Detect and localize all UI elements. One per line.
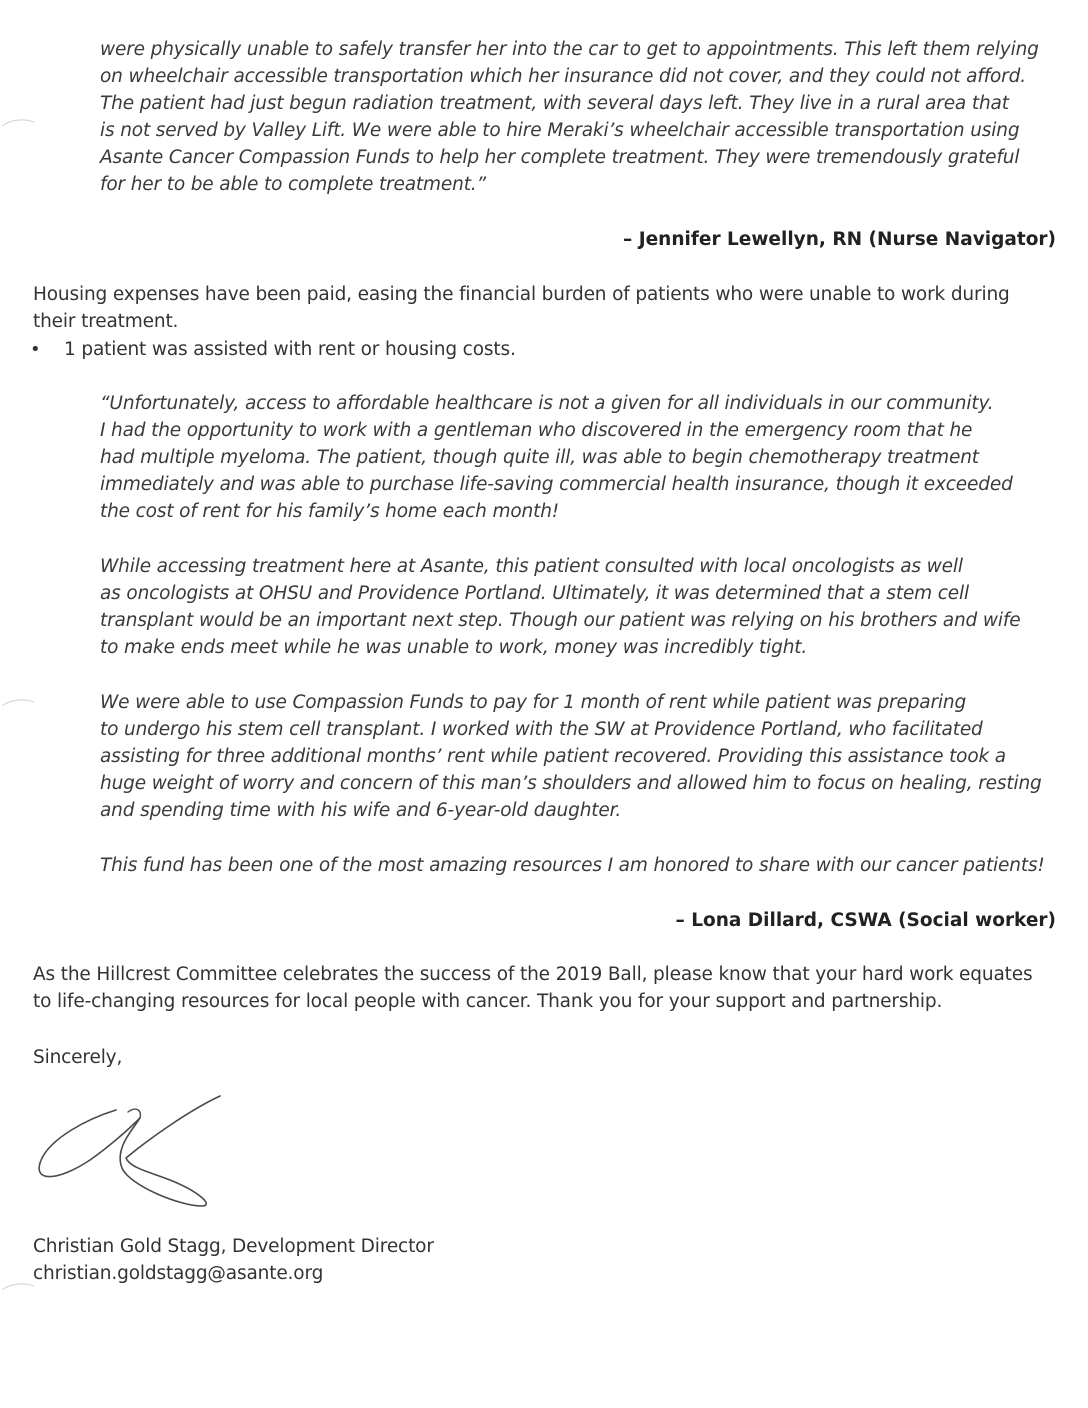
quote2-p3-line-3: assisting for three additional months’ rent while patient recovered. Providing this assistance took a xyxy=(100,746,1006,767)
quote1-line-2: on wheelchair accessible transportation which her insurance did not cover, and they could not afford. xyxy=(100,66,1026,87)
quote2-p1-line-3: had multiple myeloma. The patient, though quite ill, was able to begin chemotherapy treatment xyxy=(100,447,979,468)
attribution-jennifer-lewellyn: – Jennifer Lewellyn, RN (Nurse Navigator) xyxy=(623,229,1056,250)
attribution-lona-dillard: – Lona Dillard, CSWA (Social worker) xyxy=(675,910,1056,931)
quote2-p3-line-4: huge weight of worry and concern of this man’s shoulders and allowed him to focus on healing, resting xyxy=(100,773,1042,794)
housing-line-1: Housing expenses have been paid, easing the financial burden of patients who were unable to work during xyxy=(33,284,1010,305)
quote2-p2-line-2: as oncologists at OHSU and Providence Portland. Ultimately, it was determined that a stem cell xyxy=(100,583,970,604)
quote2-p2-line-3: transplant would be an important next step. Though our patient was relying on his brothers and wife xyxy=(100,610,1021,631)
quote1-line-4: is not served by Valley Lift. We were able to hire Meraki’s wheelchair accessible transportation using xyxy=(100,120,1020,141)
quote1-line-5: Asante Cancer Compassion Funds to help her complete treatment. They were tremendously grateful xyxy=(100,147,1020,168)
housing-line-2: their treatment. xyxy=(33,311,179,332)
quote1-line-6: for her to be able to complete treatment.” xyxy=(100,174,486,195)
quote2-p1-line-5: the cost of rent for his family’s home each month! xyxy=(100,501,560,522)
quote2-p2-line-4: to make ends meet while he was unable to work, money was incredibly tight. xyxy=(100,637,808,658)
quote2-p4-line-1: This fund has been one of the most amazing resources I am honored to share with our cancer patients! xyxy=(100,855,1045,876)
quote2-p3-line-5: and spending time with his wife and 6-year-old daughter. xyxy=(100,800,622,821)
scan-artifact-mark xyxy=(0,116,36,130)
quote2-p1-line-2: I had the opportunity to work with a gentleman who discovered in the emergency room that he xyxy=(100,420,973,441)
salutation: Sincerely, xyxy=(33,1047,123,1068)
closing-line-2: to life-changing resources for local people with cancer. Thank you for your support and partnership. xyxy=(33,991,943,1012)
quote2-p2-line-1: While accessing treatment here at Asante, this patient consulted with local oncologists as well xyxy=(100,556,963,577)
quote2-p1-line-4: immediately and was able to purchase life-saving commercial health insurance, though it exceeded xyxy=(100,474,1013,495)
quote2-p3-line-1: We were able to use Compassion Funds to pay for 1 month of rent while patient was preparing xyxy=(100,692,967,713)
scan-artifact-mark xyxy=(0,1280,36,1294)
closing-line-1: As the Hillcrest Committee celebrates the success of the 2019 Ball, please know that your hard work equates xyxy=(33,964,1033,985)
quote1-line-1: were physically unable to safely transfer her into the car to get to appointments. This left them relying xyxy=(100,39,1039,60)
quote1-line-3: The patient had just begun radiation treatment, with several days left. They live in a rural area that xyxy=(100,93,1009,114)
signer-name-title: Christian Gold Stagg, Development Director xyxy=(33,1236,434,1257)
bullet-text: 1 patient was assisted with rent or housing costs. xyxy=(64,339,516,360)
quote2-p1-line-1: “Unfortunately, access to affordable healthcare is not a given for all individuals in our community. xyxy=(100,393,994,414)
signer-email: christian.goldstagg@asante.org xyxy=(33,1263,324,1284)
quote2-p3-line-2: to undergo his stem cell transplant. I worked with the SW at Providence Portland, who facilitated xyxy=(100,719,983,740)
scan-artifact-mark xyxy=(0,696,36,710)
bullet-marker: • xyxy=(30,339,41,360)
handwritten-signature xyxy=(30,1088,240,1218)
